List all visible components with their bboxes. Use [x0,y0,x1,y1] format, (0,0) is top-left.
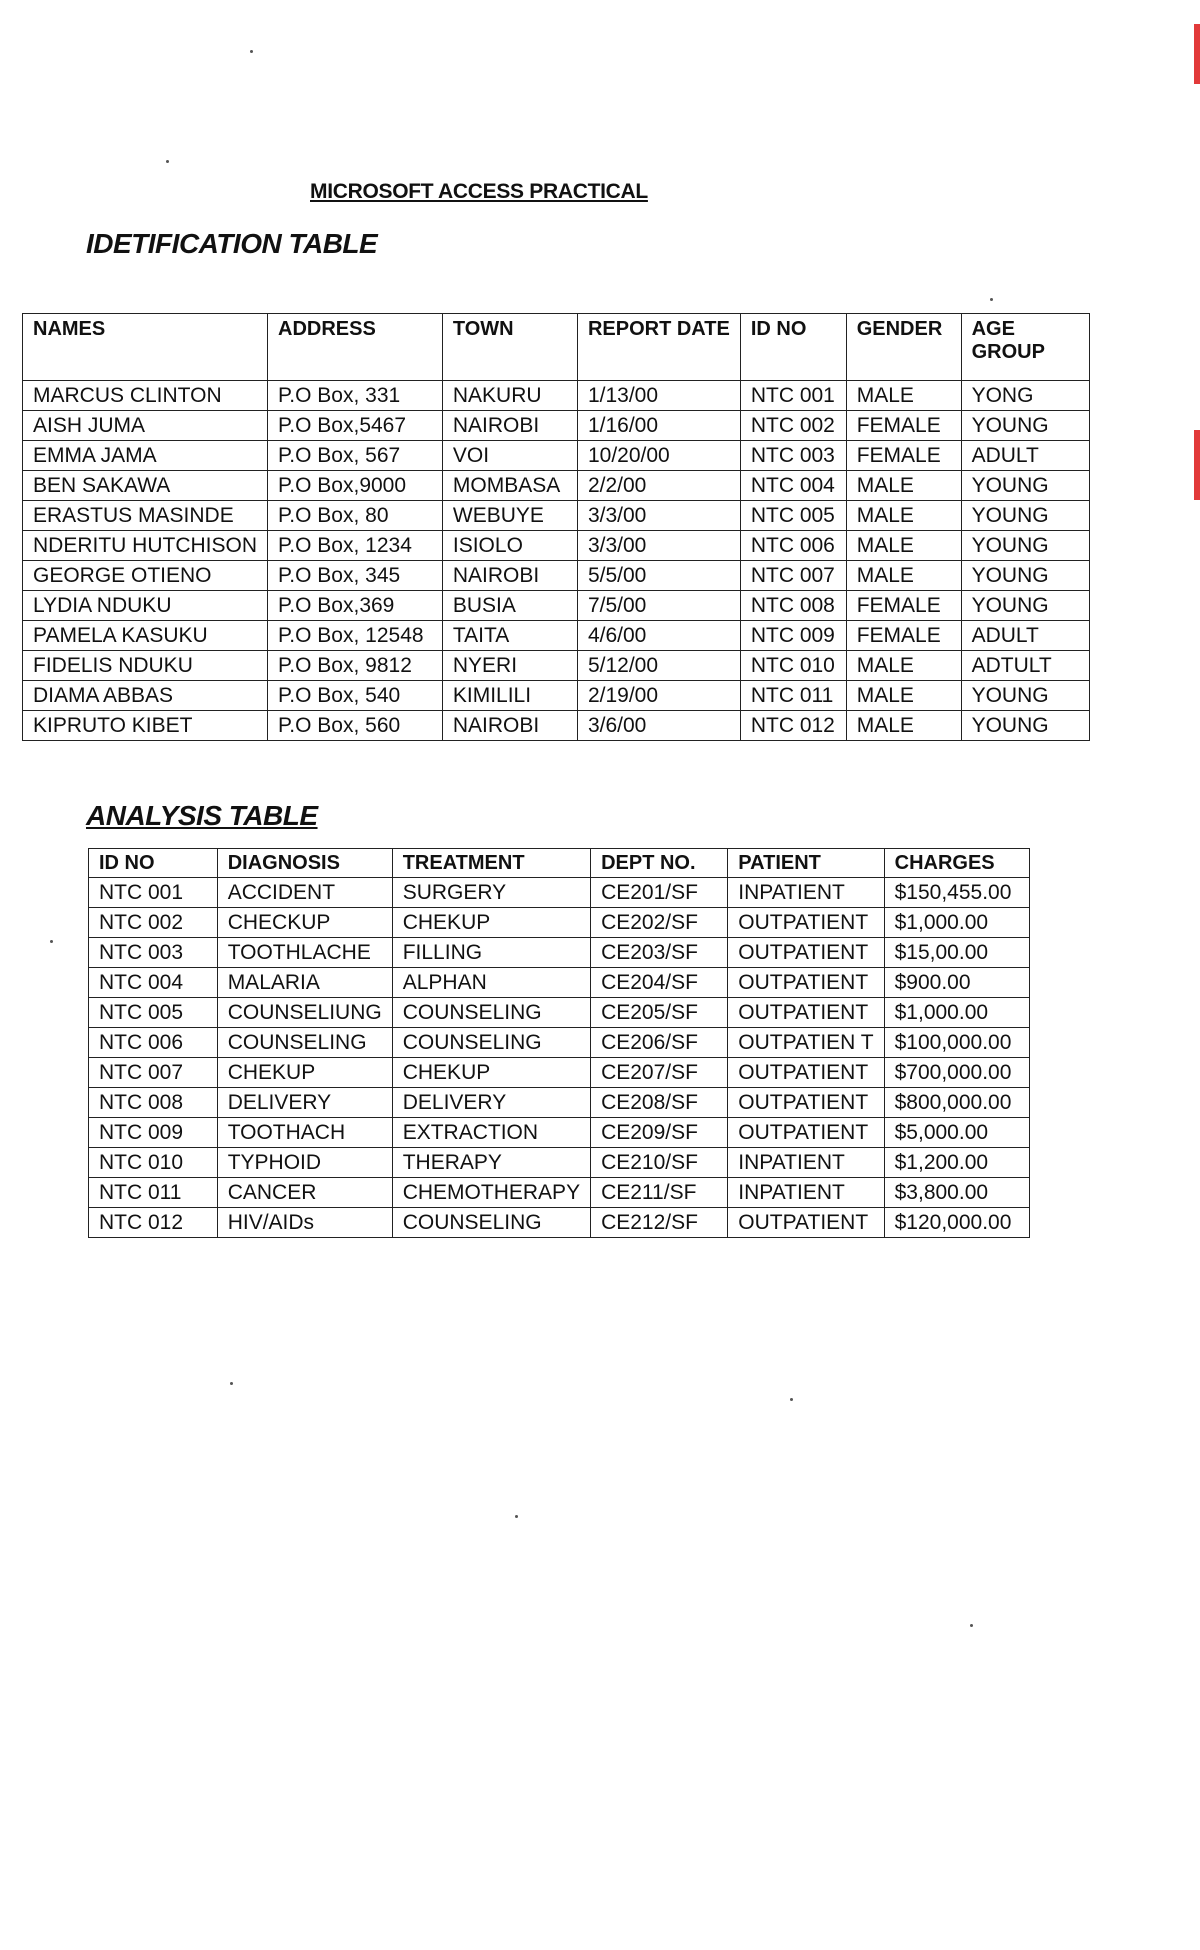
table-cell: YOUNG [961,411,1089,441]
table-row [89,1178,1030,1208]
table-cell: ALPHAN [392,968,590,998]
table-cell: 7/5/00 [577,591,740,621]
table-cell: 1/13/00 [577,381,740,411]
table-cell: NTC 001 [740,381,846,411]
table-header-row [23,314,1090,381]
column-header: NAMES [23,314,268,381]
table-cell: PAMELA KASUKU [23,621,268,651]
table-row [89,998,1030,1028]
table-cell: BUSIA [442,591,577,621]
column-header: AGE GROUP [961,314,1089,381]
table-cell: FEMALE [846,441,961,471]
table-cell: TAITA [442,621,577,651]
table-cell: MALE [846,531,961,561]
table-row [89,1058,1030,1088]
table-cell: INPATIENT [728,1178,884,1208]
table-cell: CE201/SF [591,878,728,908]
table-cell: KIMILILI [442,681,577,711]
table-row [23,651,1090,681]
table-cell: $800,000.00 [884,1088,1029,1118]
table-cell: MALE [846,681,961,711]
table-cell: OUTPATIENT [728,938,884,968]
table-cell: INPATIENT [728,878,884,908]
table-cell: BEN SAKAWA [23,471,268,501]
table-cell: MALARIA [217,968,392,998]
table-cell: THERAPY [392,1148,590,1178]
column-header: ID NO [740,314,846,381]
table-row [23,561,1090,591]
table-cell: COUNSELING [217,1028,392,1058]
table-cell: 2/19/00 [577,681,740,711]
table-cell: MALE [846,471,961,501]
table-cell: 10/20/00 [577,441,740,471]
table-cell: OUTPATIENT [728,1058,884,1088]
table-cell: GEORGE OTIENO [23,561,268,591]
table-row [89,1208,1030,1238]
analysis-table-title: ANALYSIS TABLE [86,800,318,831]
table-cell: OUTPATIENT [728,1118,884,1148]
table-cell: 4/6/00 [577,621,740,651]
scan-speck [990,298,993,301]
table-cell: P.O Box, 540 [268,681,443,711]
table-cell: COUNSELING [392,998,590,1028]
table-cell: NTC 011 [740,681,846,711]
table-cell: TYPHOID [217,1148,392,1178]
table-cell: CE202/SF [591,908,728,938]
scan-speck [790,1398,793,1401]
table-cell: FILLING [392,938,590,968]
table-cell: CHECKUP [217,908,392,938]
table-row [23,531,1090,561]
table-cell: NAKURU [442,381,577,411]
table-cell: DELIVERY [392,1088,590,1118]
table-cell: 3/3/00 [577,501,740,531]
table-cell: CHEKUP [392,1058,590,1088]
table-cell: INPATIENT [728,1148,884,1178]
table-cell: MALE [846,651,961,681]
scan-speck [515,1515,518,1518]
table-header-row [89,849,1030,878]
table-cell: P.O Box,9000 [268,471,443,501]
table-cell: NTC 004 [740,471,846,501]
table-cell: $120,000.00 [884,1208,1029,1238]
table-cell: NTC 008 [89,1088,218,1118]
table-row [23,681,1090,711]
table-cell: YOUNG [961,711,1089,741]
column-header: TREATMENT [392,849,590,878]
table-cell: MALE [846,501,961,531]
table-cell: NTC 001 [89,878,218,908]
table-row [23,621,1090,651]
table-cell: MALE [846,711,961,741]
table-cell: HIV/AIDs [217,1208,392,1238]
table-row [23,501,1090,531]
table-cell: YOUNG [961,501,1089,531]
table-cell: MOMBASA [442,471,577,501]
column-header: CHARGES [884,849,1029,878]
table-cell: $3,800.00 [884,1178,1029,1208]
table-cell: DIAMA ABBAS [23,681,268,711]
table-cell: FEMALE [846,621,961,651]
table-cell: FIDELIS NDUKU [23,651,268,681]
table-cell: $1,000.00 [884,998,1029,1028]
column-header: GENDER [846,314,961,381]
table-cell: CHEKUP [392,908,590,938]
table-cell: YOUNG [961,681,1089,711]
table-cell: $1,000.00 [884,908,1029,938]
table-cell: NDERITU HUTCHISON [23,531,268,561]
table-cell: NTC 003 [89,938,218,968]
table-row [89,878,1030,908]
table-cell: CE209/SF [591,1118,728,1148]
table-cell: KIPRUTO KIBET [23,711,268,741]
table-cell: NTC 007 [740,561,846,591]
column-header: DIAGNOSIS [217,849,392,878]
table-cell: $15,00.00 [884,938,1029,968]
table-row [89,968,1030,998]
table-cell: OUTPATIEN T [728,1028,884,1058]
table-cell: NTC 004 [89,968,218,998]
table-cell: CE208/SF [591,1088,728,1118]
table-cell: P.O Box, 9812 [268,651,443,681]
identification-table [22,313,1090,741]
table-cell: YOUNG [961,561,1089,591]
table-cell: MARCUS CLINTON [23,381,268,411]
table-cell: $5,000.00 [884,1118,1029,1148]
table-row [23,411,1090,441]
table-cell: NTC 012 [89,1208,218,1238]
table-cell: NTC 009 [740,621,846,651]
table-cell: 3/3/00 [577,531,740,561]
scan-speck [50,940,53,943]
table-cell: MALE [846,381,961,411]
table-row [23,441,1090,471]
table-cell: P.O Box,369 [268,591,443,621]
table-cell: ADULT [961,441,1089,471]
table-cell: NTC 010 [740,651,846,681]
document-title: MICROSOFT ACCESS PRACTICAL [310,180,648,203]
table-cell: CE205/SF [591,998,728,1028]
table-row [89,1028,1030,1058]
table-cell: P.O Box, 345 [268,561,443,591]
table-cell: NTC 002 [740,411,846,441]
table-cell: ADTULT [961,651,1089,681]
table-cell: OUTPATIENT [728,908,884,938]
table-cell: COUNSELING [392,1208,590,1238]
table-cell: ISIOLO [442,531,577,561]
table-cell: CE203/SF [591,938,728,968]
table-cell: 2/2/00 [577,471,740,501]
table-cell: SURGERY [392,878,590,908]
table-cell: CE204/SF [591,968,728,998]
table-cell: NAIROBI [442,411,577,441]
scan-edge-mark [1194,24,1200,84]
table-cell: YONG [961,381,1089,411]
table-cell: CE212/SF [591,1208,728,1238]
table-cell: 5/12/00 [577,651,740,681]
table-row [23,591,1090,621]
table-cell: $150,455.00 [884,878,1029,908]
table-cell: $900.00 [884,968,1029,998]
table-cell: CHEKUP [217,1058,392,1088]
column-header: REPORT DATE [577,314,740,381]
table-cell: AISH JUMA [23,411,268,441]
table-cell: COUNSELING [392,1028,590,1058]
table-cell: NTC 002 [89,908,218,938]
table-row [23,471,1090,501]
table-row [89,938,1030,968]
table-cell: NTC 006 [740,531,846,561]
identification-table-title: IDETIFICATION TABLE [86,228,378,259]
table-cell: DELIVERY [217,1088,392,1118]
table-cell: P.O Box,5467 [268,411,443,441]
table-cell: NYERI [442,651,577,681]
table-cell: FEMALE [846,591,961,621]
table-cell: TOOTHLACHE [217,938,392,968]
table-cell: P.O Box, 12548 [268,621,443,651]
table-cell: FEMALE [846,411,961,441]
column-header: ID NO [89,849,218,878]
scan-speck [166,160,169,163]
scan-speck [970,1624,973,1627]
table-cell: OUTPATIENT [728,1208,884,1238]
table-cell: $1,200.00 [884,1148,1029,1178]
table-cell: CANCER [217,1178,392,1208]
table-cell: NTC 011 [89,1178,218,1208]
column-header: ADDRESS [268,314,443,381]
table-cell: NAIROBI [442,561,577,591]
table-cell: CE207/SF [591,1058,728,1088]
table-cell: EMMA JAMA [23,441,268,471]
table-cell: OUTPATIENT [728,998,884,1028]
table-cell: YOUNG [961,591,1089,621]
table-cell: 1/16/00 [577,411,740,441]
scan-speck [250,50,253,53]
table-cell: EXTRACTION [392,1118,590,1148]
table-cell: ERASTUS MASINDE [23,501,268,531]
table-cell: ACCIDENT [217,878,392,908]
table-cell: NTC 006 [89,1028,218,1058]
table-cell: 5/5/00 [577,561,740,591]
analysis-table [88,848,1030,1238]
table-cell: NTC 010 [89,1148,218,1178]
column-header: DEPT NO. [591,849,728,878]
column-header: TOWN [442,314,577,381]
table-cell: P.O Box, 1234 [268,531,443,561]
table-cell: YOUNG [961,531,1089,561]
table-cell: NTC 003 [740,441,846,471]
table-cell: CHEMOTHERAPY [392,1178,590,1208]
table-cell: YOUNG [961,471,1089,501]
table-cell: VOI [442,441,577,471]
column-header: PATIENT [728,849,884,878]
table-row [89,1148,1030,1178]
table-cell: P.O Box, 567 [268,441,443,471]
table-cell: NTC 009 [89,1118,218,1148]
scan-edge-mark [1194,430,1200,500]
table-cell: NAIROBI [442,711,577,741]
table-cell: OUTPATIENT [728,1088,884,1118]
table-row [89,1118,1030,1148]
table-row [23,381,1090,411]
table-cell: MALE [846,561,961,591]
table-cell: P.O Box, 331 [268,381,443,411]
table-cell: $100,000.00 [884,1028,1029,1058]
table-cell: WEBUYE [442,501,577,531]
table-cell: NTC 005 [740,501,846,531]
table-cell: COUNSELIUNG [217,998,392,1028]
table-cell: P.O Box, 560 [268,711,443,741]
table-row [89,908,1030,938]
table-cell: NTC 005 [89,998,218,1028]
table-cell: P.O Box, 80 [268,501,443,531]
table-cell: NTC 008 [740,591,846,621]
table-cell: TOOTHACH [217,1118,392,1148]
table-cell: NTC 012 [740,711,846,741]
table-cell: LYDIA NDUKU [23,591,268,621]
table-cell: ADULT [961,621,1089,651]
table-row [89,1088,1030,1118]
table-cell: NTC 007 [89,1058,218,1088]
table-row [23,711,1090,741]
scan-speck [230,1382,233,1385]
table-cell: CE211/SF [591,1178,728,1208]
table-cell: 3/6/00 [577,711,740,741]
table-cell: CE206/SF [591,1028,728,1058]
table-cell: $700,000.00 [884,1058,1029,1088]
table-cell: OUTPATIENT [728,968,884,998]
table-cell: CE210/SF [591,1148,728,1178]
